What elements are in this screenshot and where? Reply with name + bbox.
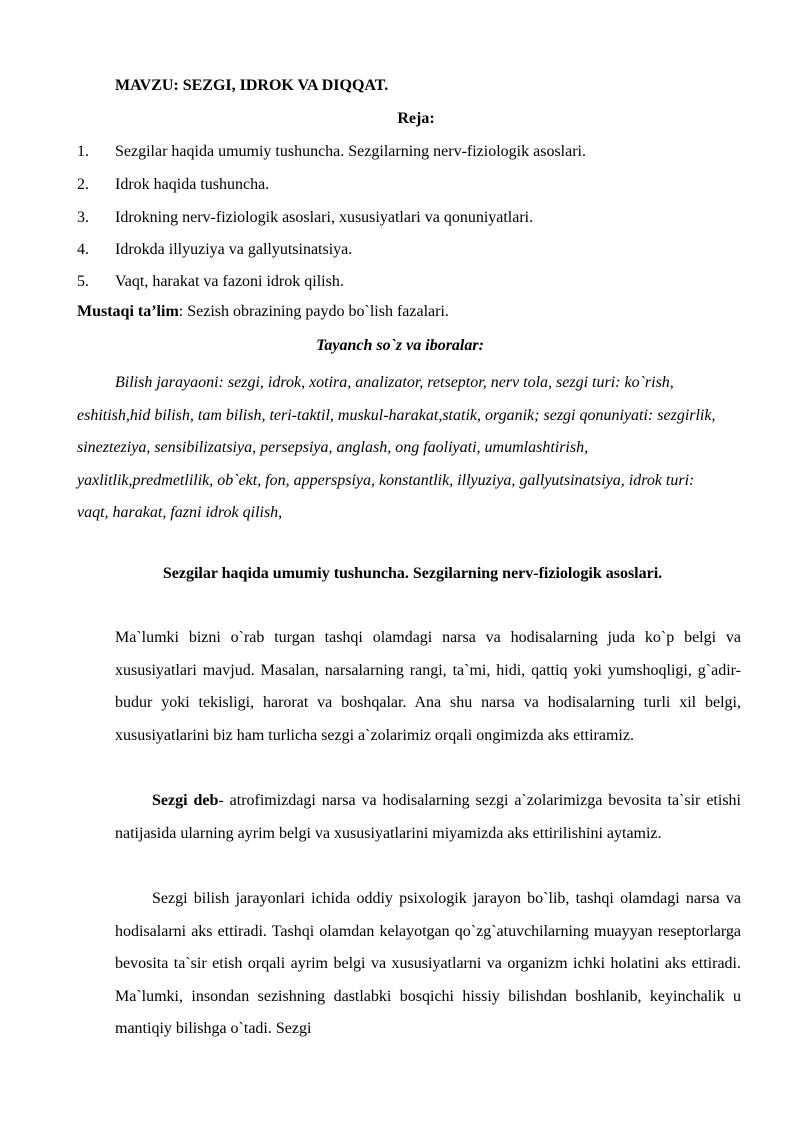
plan-item-text: Idrokda illyuziya va gallyutsinatsiya. — [115, 241, 353, 258]
plan-item-number: 1. — [77, 143, 89, 160]
independent-study-text: : Sezish obrazining paydo bo`lish fazalari. — [178, 303, 449, 320]
keywords-paragraph: Bilish jarayaoni: sezgi, idrok, xotira, analizator, retseptor, nerv tola, sezgi turi: ko`rish, eshitish,hid bilish, tam bilish, teri-taktil, muskul-harakat,statik, organik; sezgi qonuniyati: sezgirlik, sinezteziya, sensibilizatsiya, persepsiya, anglash, ong faoliyati, umumlashtirish, yaxlitlik,predmetlilik, ob`ekt, fon, apperspsiya, konstantlik, illyuziya, gallyutsinatsiya, idrok turi: vaqt, harakat, fazni idrok qilish, — [77, 374, 716, 521]
section-title: Sezgilar haqida umumiy tushuncha. Sezgilarning nerv-fiziologik asoslari. — [162, 565, 663, 582]
body-paragraph: Sezgi bilish jarayonlari ichida oddiy psixologik jarayon bo`lib, tashqi olamdagi narsa va hodisalarni aks ettiradi. Tashqi olamdan kelayotgan qo`zg`atuvchilarning muayyan reseptorlarga bevosita ta`sir etish orqali ayrim belgi va xususiyatlarni va organizm ichki holatini aks ettiradi. Ma`lumki, insondan sezishning dastlabki bosqichi hissiy bilishdan boshlanib, keyinchalik u mantiqiy bilishga o`tadi. Sezgi — [115, 890, 741, 1037]
plan-item — [77, 143, 586, 161]
plan-item-text: Sezgilar haqida umumiy tushuncha. Sezgilarning nerv-fiziologik asoslari. — [115, 143, 586, 160]
plan-item-number: 3. — [77, 209, 89, 226]
definition-paragraph — [115, 785, 741, 850]
plan-item — [77, 273, 344, 291]
plan-item-text: Idrokning nerv-fiziologik asoslari, xususiyatlari va qonuniyatlari. — [115, 209, 534, 226]
plan-item-number: 2. — [77, 176, 89, 193]
body-paragraph: Ma`lumki bizni o`rab turgan tashqi olamdagi narsa va hodisalarning juda ko`p belgi va xususiyatlari mavjud. Masalan, narsalarning rangi, ta`mi, hidi, qattiq yoki yumshoqligi, g`adir-budur yoki tekisligi, harorat va boshqalar. Ana shu narsa va hodisalarning turli xil belgi, xususiyatlarini biz ham turlicha sezgi a`zolarimiz orqali ongimizda aks ettiramiz. — [115, 629, 741, 744]
plan-heading: Reja: — [397, 110, 435, 127]
plan-item-text: Vaqt, harakat va fazoni idrok qilish. — [115, 273, 344, 290]
plan-item — [77, 209, 533, 227]
plan-item — [77, 241, 352, 259]
plan-item-text: Idrok haqida tushuncha. — [115, 176, 270, 193]
keywords-heading: Tayanch so`z va iboralar: — [316, 337, 484, 354]
definition-text: - atrofimizdagi narsa va hodisalarning sezgi a`zolarimizga bevosita ta`sir etishi natijasida ularning ayrim belgi va xususiyatlarini miyamizda aks ettirilishini aytamiz. — [115, 792, 741, 842]
topic-heading: MAVZU: SEZGI, IDROK VA DIQQAT. — [115, 77, 389, 94]
independent-study — [77, 303, 449, 321]
independent-study-label: Mustaqi ta’lim — [77, 303, 179, 320]
plan-item-number: 5. — [77, 273, 89, 290]
plan-item-number: 4. — [77, 241, 89, 258]
definition-term: Sezgi deb — [152, 792, 219, 809]
plan-item — [77, 176, 269, 194]
